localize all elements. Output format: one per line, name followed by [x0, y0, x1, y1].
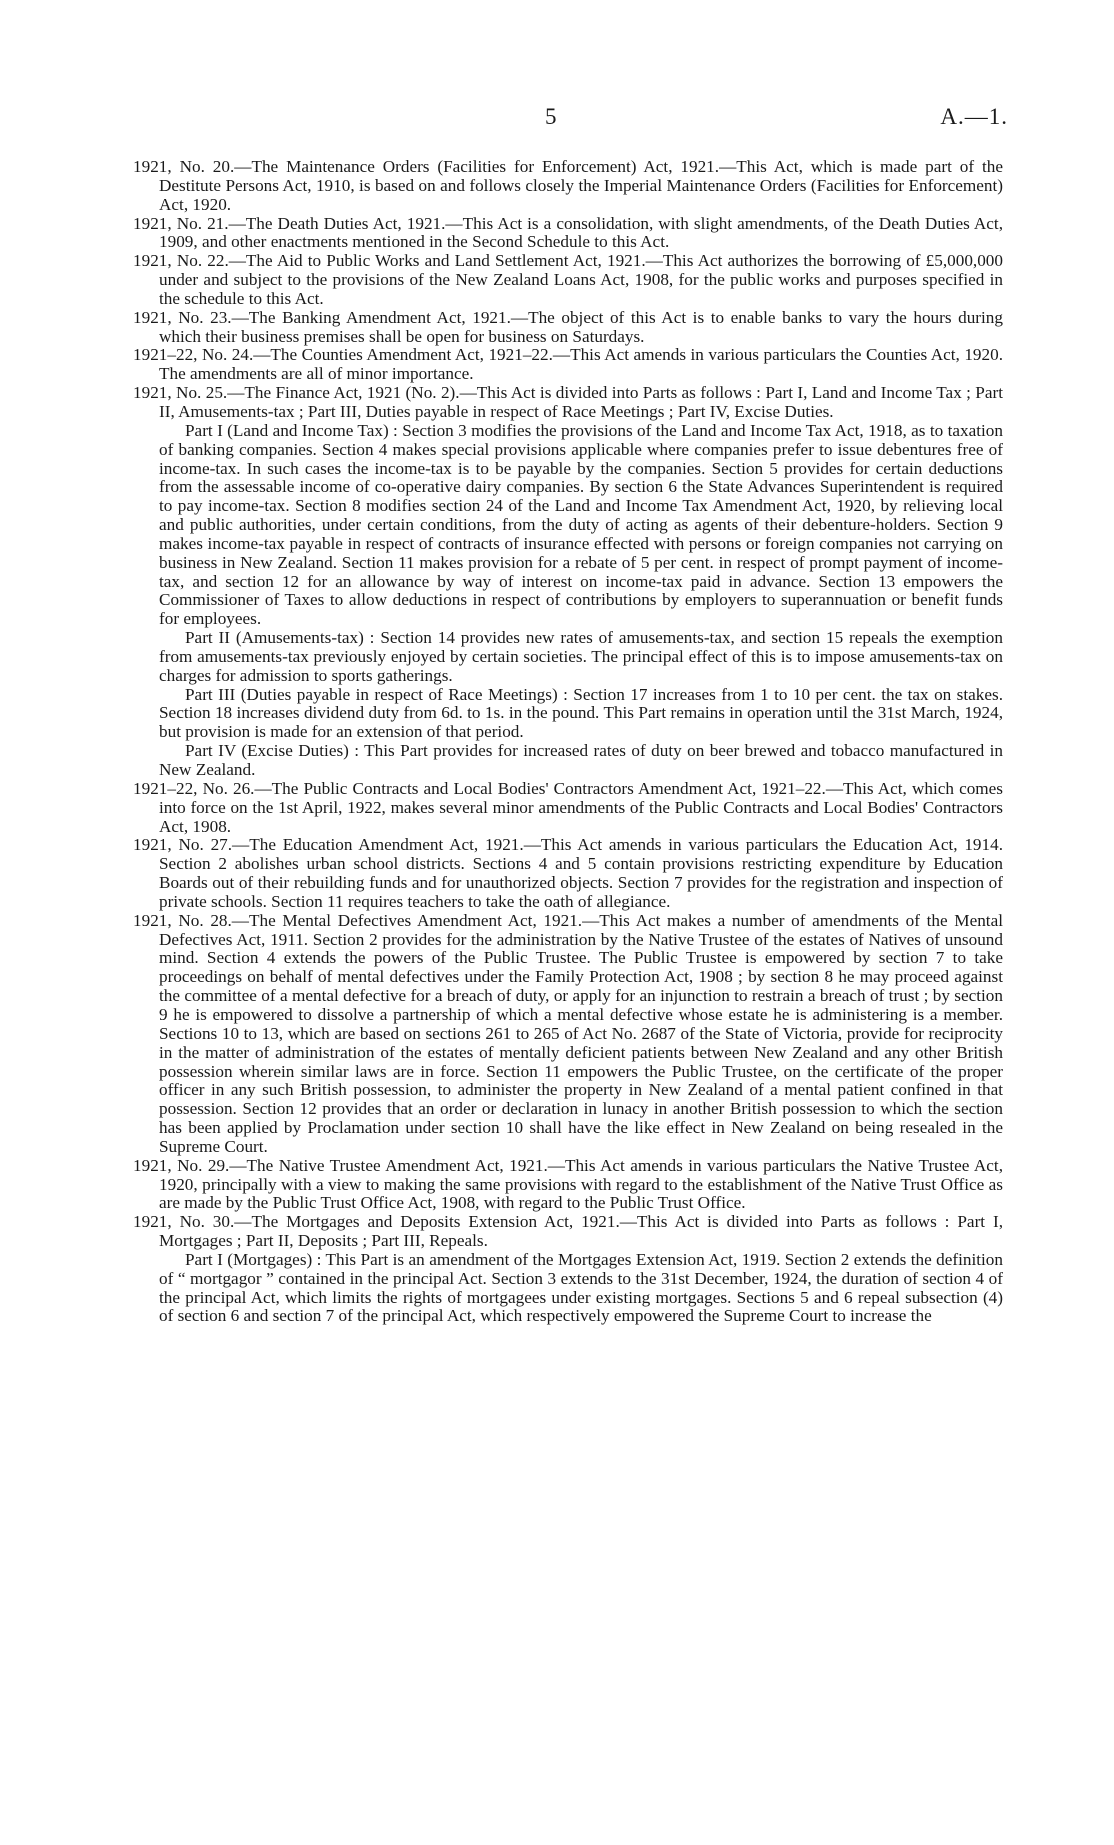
- act-entry: 1921–22, No. 24.—The Counties Amendment Act, 1921–22.—This Act amends in various particulars the Counties Act, 1920. The amendments are all of minor importance.: [133, 345, 1003, 384]
- act-entry: 1921, No. 28.—The Mental Defectives Amendment Act, 1921.—This Act makes a number of amendments of the Mental Defectives Act, 1911. Section 2 provides for the administration by the Native Trustee of the estates of Natives of unsound mind. Section 4 extends the powers of the Public Trustee. The Public Trustee is empowered by section 7 to take proceedings on behalf of mental defectives under the Family Protection Act, 1908 ; by section 8 he may proceed against the committee of a mental defective for a breach of duty, or apply for an injunction to restrain a breach of trust ; by section 9 he is empowered to dissolve a partnership of which a mental defective whose estate he is administering is a member. Sections 10 to 13, which are based on sections 261 to 265 of Act No. 2687 of the State of Victoria, provide for reciprocity in the matter of administration of the estates of mentally deficient patients between New Zealand and any other British possession wherein similar laws are in force. Section 11 empowers the Public Trustee, on the certificate of the proper officer in any such British possession, to administer the property in New Zealand of a mental patient confined in that possession. Section 12 provides that an order or declaration in lunacy in another British possession to which the section has been applied by Proclamation under section 10 shall have the like effect in New Zealand on being resealed in the Supreme Court.: [133, 910, 1003, 1156]
- act-entry: 1921, No. 29.—The Native Trustee Amendment Act, 1921.—This Act amends in various particulars the Native Trustee Act, 1920, principally with a view to making the same provisions with regard to the establishment of the Native Trust Office as are made by the Public Trust Office Act, 1908, with regard to the Public Trust Office.: [133, 1155, 1003, 1213]
- sub-paragraph: Part II (Amusements-tax) : Section 14 provides new rates of amusements-tax, and section 15 repeals the exemption from amusements-tax previously enjoyed by certain societies. The principal effect of this is to impose amusements-tax on charges for admission to sports gatherings.: [159, 628, 1003, 685]
- act-entry: 1921, No. 23.—The Banking Amendment Act, 1921.—The object of this Act is to enable banks to vary the hours during which their business premises shall be open for business on Saturdays.: [133, 307, 1003, 346]
- act-entry: 1921, No. 20.—The Maintenance Orders (Facilities for Enforcement) Act, 1921.—This Act, which is made part of the Destitute Persons Act, 1910, is based on and follows closely the Imperial Maintenance Orders (Facilities for Enforcement) Act, 1920.: [133, 157, 1003, 214]
- sub-paragraph: Part I (Mortgages) : This Part is an amendment of the Mortgages Extension Act, 1919. Section 2 extends the definition of “ mortgagor ” contained in the principal Act. Section 3 extends to the 31st December, 1924, the duration of section 4 of the principal Act, which limits the rights of mortgagees under existing mortgages. Sections 5 and 6 repeal subsection (4) of section 6 and section 7 of the principal Act, which respectively empowered the Supreme Court to increase the: [159, 1249, 1003, 1326]
- sub-paragraph: Part I (Land and Income Tax) : Section 3 modifies the provisions of the Land and Income Tax Act, 1918, as to taxation of banking companies. Section 4 makes special provisions applicable where companies prefer to issue debentures free of income-tax. In such cases the income-tax is to be payable by the companies. Section 5 provides for certain deductions from the assessable income of co-operative dairy companies. By section 6 the State Advances Superintendent is required to pay income-tax. Section 8 modifies section 24 of the Land and Income Tax Amendment Act, 1920, by relieving local and public authorities, under certain conditions, from the duty of acting as agents of their debenture-holders. Section 9 makes income-tax payable in respect of contracts of insurance effected with persons or foreign companies not carrying on business in New Zealand. Section 11 makes provision for a rebate of 5 per cent. in respect of prompt payment of income-tax, and section 12 for an allowance by way of interest on income-tax paid in advance. Section 13 empowers the Commissioner of Taxes to allow deductions in respect of contributions by employers to superannuation or benefit funds for employees.: [159, 420, 1003, 629]
- page-number: 5: [545, 104, 557, 129]
- act-entry: 1921, No. 21.—The Death Duties Act, 1921.—This Act is a consolidation, with slight amendments, of the Death Duties Act, 1909, and other enactments mentioned in the Second Schedule to this Act.: [133, 213, 1003, 252]
- act-entry: 1921–22, No. 26.—The Public Contracts and Local Bodies' Contractors Amendment Act, 1921–22.—This Act, which comes into force on the 1st April, 1922, makes several minor amendments of the Public Contracts and Local Bodies' Contractors Act, 1908.: [133, 778, 1003, 836]
- document-body: [133, 158, 1003, 1326]
- act-entry: 1921, No. 22.—The Aid to Public Works and Land Settlement Act, 1921.—This Act authorizes the borrowing of £5,000,000 under and subject to the provisions of the New Zealand Loans Act, 1908, for the public works and purposes specified in the schedule to this Act.: [133, 251, 1003, 308]
- sub-paragraph: Part III (Duties payable in respect of Race Meetings) : Section 17 increases from 1 to 10 per cent. the tax on stakes. Section 18 increases dividend duty from 6d. to 1s. in the pound. This Part remains in operation until the 31st March, 1924, but provision is made for an extension of that period.: [159, 684, 1003, 742]
- act-entry: 1921, No. 30.—The Mortgages and Deposits Extension Act, 1921.—This Act is divided into Parts as follows : Part I, Mortgages ; Part II, Deposits ; Part III, Repeals.: [133, 1212, 1003, 1251]
- page-header: [0, 104, 1114, 134]
- document-reference: A.—1.: [940, 104, 1008, 129]
- sub-paragraph: Part IV (Excise Duties) : This Part provides for increased rates of duty on beer brewed and tobacco manufactured in New Zealand.: [159, 741, 1003, 779]
- act-entry: 1921, No. 25.—The Finance Act, 1921 (No. 2).—This Act is divided into Parts as follows : Part I, Land and Income Tax ; Part II, Amusements-tax ; Part III, Duties payable in respect of Race Meetings ; Part IV, Excise Duties.: [133, 383, 1003, 421]
- act-entry: 1921, No. 27.—The Education Amendment Act, 1921.—This Act amends in various particulars the Education Act, 1914. Section 2 abolishes urban school districts. Sections 4 and 5 contain provisions restricting expenditure by Education Boards out of their rebuilding funds and for unauthorized objects. Section 7 provides for the registration and inspection of private schools. Section 11 requires teachers to take the oath of allegiance.: [133, 835, 1003, 911]
